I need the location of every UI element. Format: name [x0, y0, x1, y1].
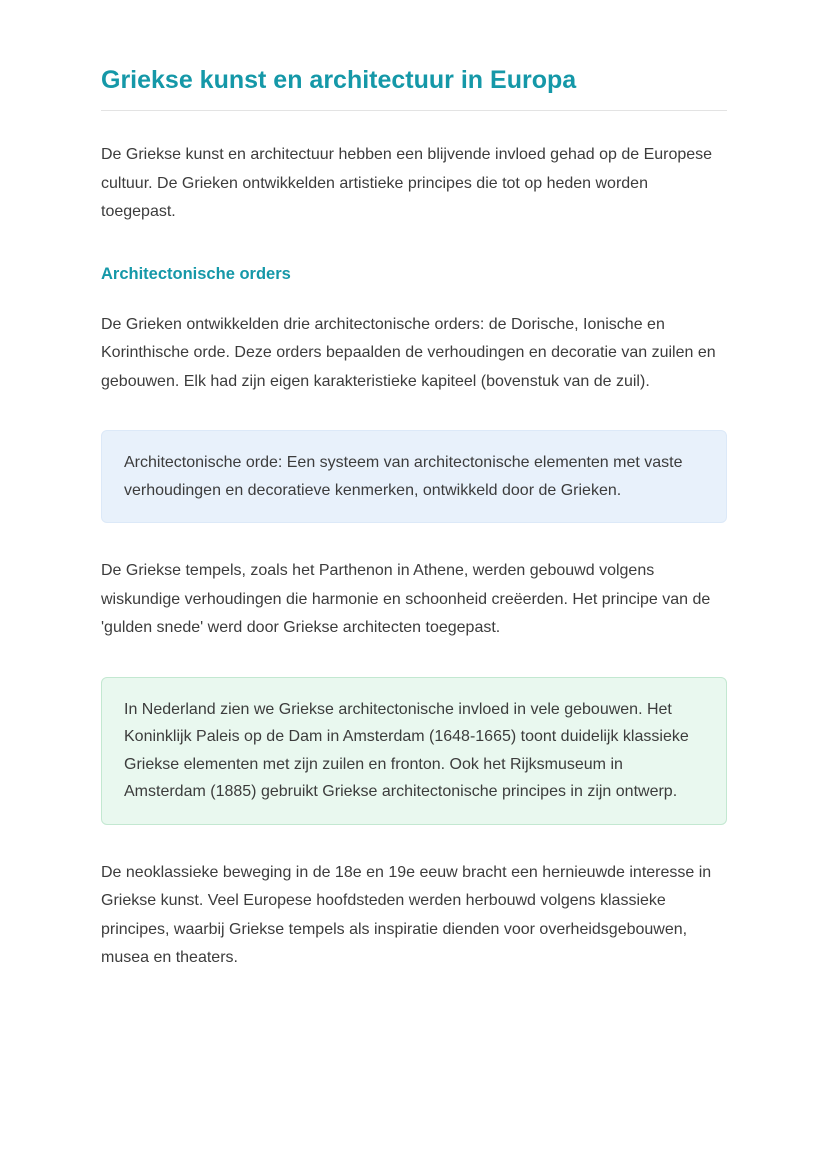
definition-callout-text: Architectonische orde: Een systeem van architectonische elementen met vaste verhoudingen en decoratieve kenmerken, ontwikkeld door de Grieken.	[124, 454, 683, 499]
temples-paragraph: De Griekse tempels, zoals het Parthenon in Athene, werden gebouwd volgens wiskundige verhoudingen die harmonie en schoonheid creëerden. Het principe van de 'gulden snede' werd door Griekse architecten toegepast.	[101, 562, 711, 636]
example-callout-text: In Nederland zien we Griekse architectonische invloed in vele gebouwen. Het Koninklijk Paleis op de Dam in Amsterdam (1648-1665) toont duidelijk klassieke Griekse elementen met zijn zuilen en fronton. Ook het Rijksmuseum in Amsterdam (1885) gebruikt Griekse architectonische principes in zijn ontwerp.	[124, 700, 689, 800]
orders-paragraph: De Grieken ontwikkelden drie architectonische orders: de Dorische, Ionische en Korinthische orde. Deze orders bepaalden de verhoudingen en decoratie van zuilen en gebouwen. Elk had zijn eigen karakteristieke kapiteel (bovenstuk van de zuil).	[101, 315, 716, 390]
page-title: Griekse kunst en architectuur in Europa	[101, 66, 577, 94]
intro-paragraph: De Griekse kunst en architectuur hebben een blijvende invloed gehad op de Europese cultuur. De Grieken ontwikkelden artistieke principes die tot op heden worden toegepast.	[101, 146, 713, 220]
neoclassical-paragraph: De neoklassieke beweging in de 18e en 19e eeuw bracht een hernieuwde interesse in Griekse kunst. Veel Europese hoofdsteden werden herbouwd volgens klassieke principes, waarbij Griekse tempels als inspiratie dienden voor overheidsgebouwen, musea en theaters.	[101, 863, 712, 966]
title-divider	[101, 110, 727, 111]
example-callout-box	[101, 677, 727, 825]
section-heading-architectonische-orders: Architectonische orders	[101, 264, 291, 283]
definition-callout-box	[101, 430, 727, 523]
